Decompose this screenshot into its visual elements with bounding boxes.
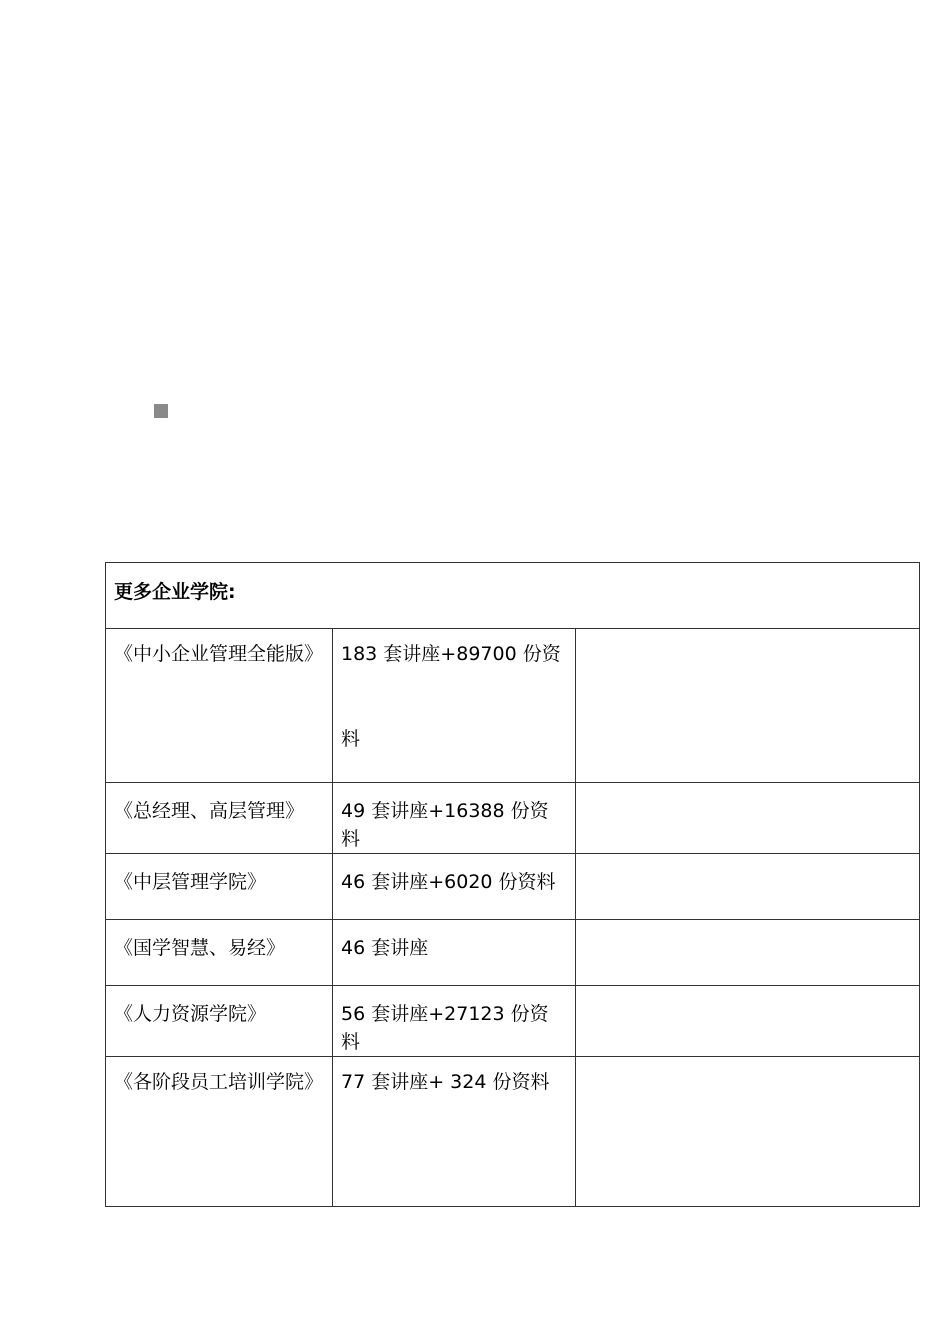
academy-content: 49 套讲座+16388 份资料	[333, 783, 576, 854]
bullet-square-icon	[154, 404, 168, 418]
academy-name: 《国学智慧、易经》	[106, 920, 333, 986]
academy-name: 《中小企业管理全能版》	[106, 629, 333, 783]
table-row	[106, 783, 920, 854]
academy-content: 77 套讲座+ 324 份资料	[333, 1057, 576, 1207]
table-row	[106, 854, 920, 920]
academy-extra	[576, 986, 920, 1057]
academy-extra	[576, 783, 920, 854]
academy-content: 46 套讲座+6020 份资料	[333, 854, 576, 920]
table-row	[106, 1057, 920, 1207]
table-header: 更多企业学院:	[106, 563, 920, 629]
table-row	[106, 920, 920, 986]
academy-content: 183 套讲座+89700 份资料	[333, 629, 576, 783]
academy-name: 《人力资源学院》	[106, 986, 333, 1057]
academy-extra	[576, 1057, 920, 1207]
academy-extra	[576, 854, 920, 920]
academy-extra	[576, 920, 920, 986]
academy-name: 《中层管理学院》	[106, 854, 333, 920]
table-row	[106, 629, 920, 783]
academy-extra	[576, 629, 920, 783]
more-academies-table	[105, 562, 920, 1207]
academy-content: 46 套讲座	[333, 920, 576, 986]
academy-content: 56 套讲座+27123 份资料	[333, 986, 576, 1057]
academy-name: 《各阶段员工培训学院》	[106, 1057, 333, 1207]
academy-name: 《总经理、高层管理》	[106, 783, 333, 854]
